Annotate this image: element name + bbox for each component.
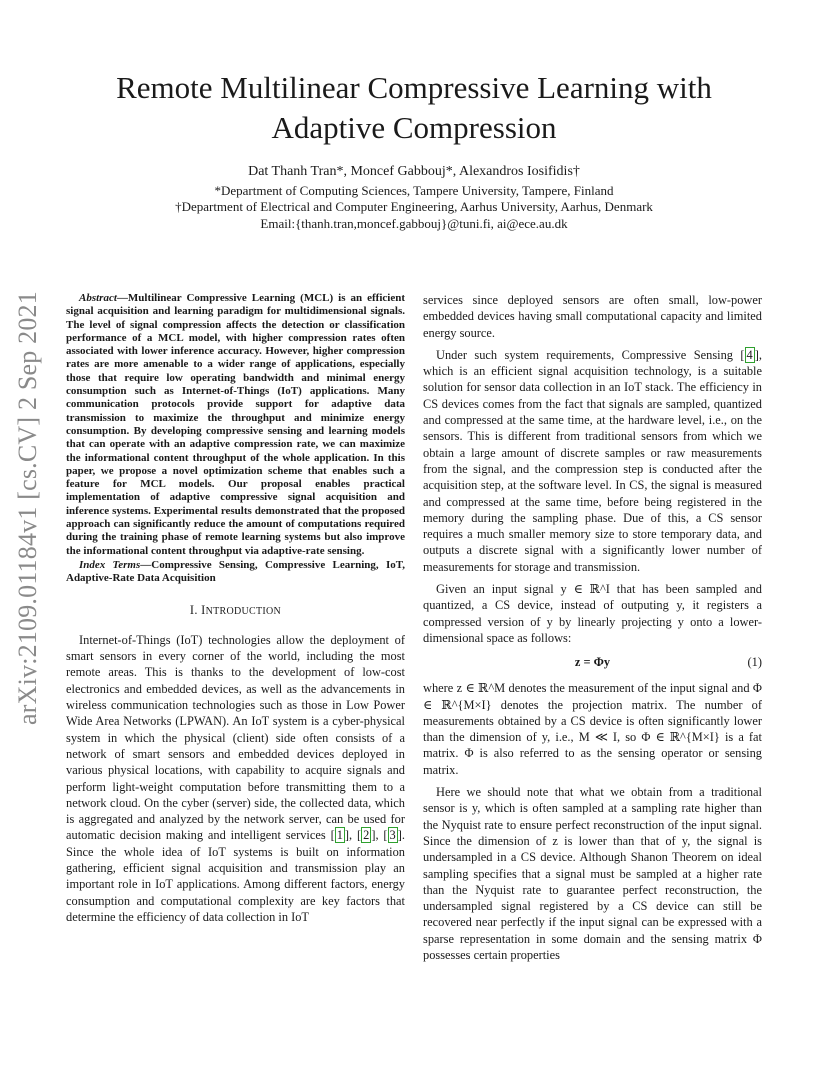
arxiv-stamp	[9, 291, 45, 755]
paragraph-cs-end: , which is an efficient signal acquisition technology, is a suitable solution for sensor data collection in an IoT stack. The efficiency in CS devices comes from the fact that signals are sampled, quantized and compressed at the same time, at the hardware level, i.e., on the sensors. This is different from traditional sensors from which we obtain a large amount of discrete samples or raw measurements from the signal, and the compression step is conducted after the acquisition step, at the software level. In CS, the signal is measured and compressed at the same time, before being registered in the memory during the sampling phase. Due of this, a CS sensor requires a much smaller memory size to store temporary data, and outputs a discrete signal with a significantly lower number of measurements for storage and transmission.	[423, 347, 762, 574]
arxiv-stamp-text: arXiv:2109.01184v1 [cs.CV] 2 Sep 2021	[13, 291, 42, 725]
abstract	[66, 292, 405, 558]
left-column	[66, 292, 405, 931]
equation-body: z = Φy	[574, 655, 611, 670]
section-numeral: I.	[189, 602, 198, 617]
paragraph-cs-start: Under such system requirements, Compressive Sensing	[436, 347, 741, 362]
citation-link-1[interactable]: 1	[336, 828, 343, 843]
paragraph-measurement: where z ∈ ℝ^M denotes the measurement of the input signal and Φ ∈ ℝ^{M×I} denotes the projection matrix. The number of measurements obtained by a CS device is often significantly lower than the dimension of y, i.e., M ≪ I, so Φ ∈ ℝ^{M×I} is a fat matrix. Φ is also referred to as the sensing operator or sensing matrix.	[423, 681, 762, 777]
citation-link-2[interactable]: 2	[363, 828, 370, 843]
paper-title: Remote Multilinear Compressive Learning with Adaptive Compression	[116, 70, 712, 145]
affiliation-1: *Department of Computing Sciences, Tampere University, Tampere, Finland	[214, 183, 614, 198]
section-title-first-letter: I	[201, 602, 206, 617]
paragraph-input-signal: Given an input signal y ∈ ℝ^I that has been sampled and quantized, a CS device, instead of outputing y, it registers a compressed version of y by linearly projecting y onto a lower-dimensional space as follows:	[423, 582, 762, 645]
citation-link-3[interactable]: 3	[389, 828, 396, 843]
equation-1	[423, 654, 762, 672]
author-list: Dat Thanh Tran*, Moncef Gabbouj*, Alexandros Iosifidis†	[248, 164, 580, 179]
index-terms-text: —Compressive Sensing, Compressive Learning, IoT, Adaptive-Rate Data Acquisition	[66, 558, 405, 585]
index-terms-label: Index Terms	[79, 558, 141, 571]
author-emails: Email:{thanh.tran,moncef.gabbouj}@tuni.fi, ai@ece.au.dk	[260, 216, 568, 231]
section-title-rest: NTRODUCTION	[205, 605, 282, 617]
paragraph-continued: services since deployed sensors are often small, low-power embedded devices having small computational capacity and limited energy source.	[423, 293, 762, 340]
affiliation-2: †Department of Electrical and Computer Engineering, Aarhus University, Aarhus, Denmark	[175, 199, 653, 214]
right-column	[423, 292, 762, 969]
abstract-text: —Multilinear Compressive Learning (MCL) is an efficient signal acquisition and learning paradigm for multidimensional signals. The level of signal compression affects the detection or classification performance of a MCL model, with higher compression rates often associated with lower inference accuracy. However, higher compression rates are more amenable to a wider range of applications, especially those that require low operating bandwidth and minimal energy consumption such as Internet-of-Things (IoT) applications. Many communication protocols provide support for adaptive data transmission to maximize the throughput and minimize energy consumption. By developing compressive sensing and learning models that can operate with an adaptive compression rate, we can maximize the informational content throughput of the whole application. In this paper, we propose a novel optimization scheme that enables such a feature for MCL models. Our proposal enables practical implementation of adaptive compressive signal acquisition and inference systems. Experimental results demonstrated that the proposed approach can significantly reduce the amount of computations required during the training phase of remote learning systems but also improve the informational content throughput via adaptive-rate sensing.	[66, 292, 405, 557]
abstract-label: Abstract	[79, 292, 117, 304]
paragraph-nyquist: Here we should note that what we obtain from a traditional sensor is y, which is often sampled at a sampling rate higher than the Nyquist rate to ensure perfect reconstruction of the input signal. Since the dimension of z is lower than that of y, the signal is undersampled in a CS device. Although Shanon Theorem on ideal sampling specifies that a signal must be sampled at a higher rate than the Nyquist rate to guarantee perfect reconstruction, the undersampled signal registered by a CS device can still be recovered near perfectly if the input signal can be expressed with a sparse representation in some domain and the sensing matrix Φ possesses certain properties	[423, 785, 762, 962]
section-heading-introduction	[66, 602, 405, 620]
equation-number: (1)	[747, 655, 762, 670]
intro-paragraph-1-end: . Since the whole idea of IoT systems is built on information gathering, efficient signal acquisition and transmission play an important role in IoT applications. Among different factors, energy consumption and computational complexity are key factors that determine the efficiency of data collection in IoT	[66, 828, 405, 924]
intro-paragraph-1: Internet-of-Things (IoT) technologies allow the deployment of smart sensors in every corner of the world, including the most remote areas. This is thanks to the development of low-cost electronics and embedded devices, as well as the advancements in wireless communication technologies such as those in Low Power Wide Area Networks (LPWAN). An IoT system is a cyber-physical system in which the physical (client) side often consists of a network of smart sensors and embedded devices deployed in various physical locations, with capability to acquire signals and perform light-weight computation before transmitting them to a network cloud. On the cyber (server) side, the collected data, which is aggregated and analyzed by the network server, can be used for automatic decision making and intelligent services [ 1 ], [ 2 ], [ 3 ]. Since the whole idea of IoT systems is built on information gathering, efficient signal acquisition and transmission play an important role in IoT applications. Among different factors, energy consumption and computational complexity are key factors that determine the efficiency of data collection in IoT	[66, 632, 405, 924]
index-terms	[66, 559, 405, 586]
intro-paragraph-1-text: Internet-of-Things (IoT) technologies allow the deployment of smart sensors in every corner of the world, including the most remote areas. This is thanks to the development of low-cost electronics and embedded devices, as well as the advancements in wireless communication technologies such as those in Low Power Wide Area Networks (LPWAN). An IoT system is a cyber-physical system in which the physical (client) side often consists of a network of smart sensors and embedded devices deployed in various physical locations, with capability to acquire signals and perform light-weight computation before transmitting them to a network cloud. On the cyber (server) side, the collected data, which is aggregated and analyzed by the network server, can be used for automatic decision making and intelligent services	[66, 632, 405, 843]
paragraph-compressive-sensing: Under such system requirements, Compressive Sensing [ 4 ], which is an efficient signal acquisition technology, is a suitable solution for sensor data collection in an IoT stack. The efficiency in CS devices comes from the fact that signals are sampled, quantized and compressed at the same time, at the hardware level, i.e., on the sensors. This is different from traditional sensors from which we obtain a large amount of discrete samples or raw measurements from the signal, and the compression step is conducted after the acquisition step, at the software level. In CS, the signal is measured and compressed at the same time, before being registered in the memory during the sampling phase. Due of this, a CS sensor requires a much smaller memory size to store temporary data, and outputs a discrete signal with a significantly lower number of measurements for storage and transmission.	[423, 347, 762, 574]
citation-link-4[interactable]: 4	[746, 347, 753, 362]
